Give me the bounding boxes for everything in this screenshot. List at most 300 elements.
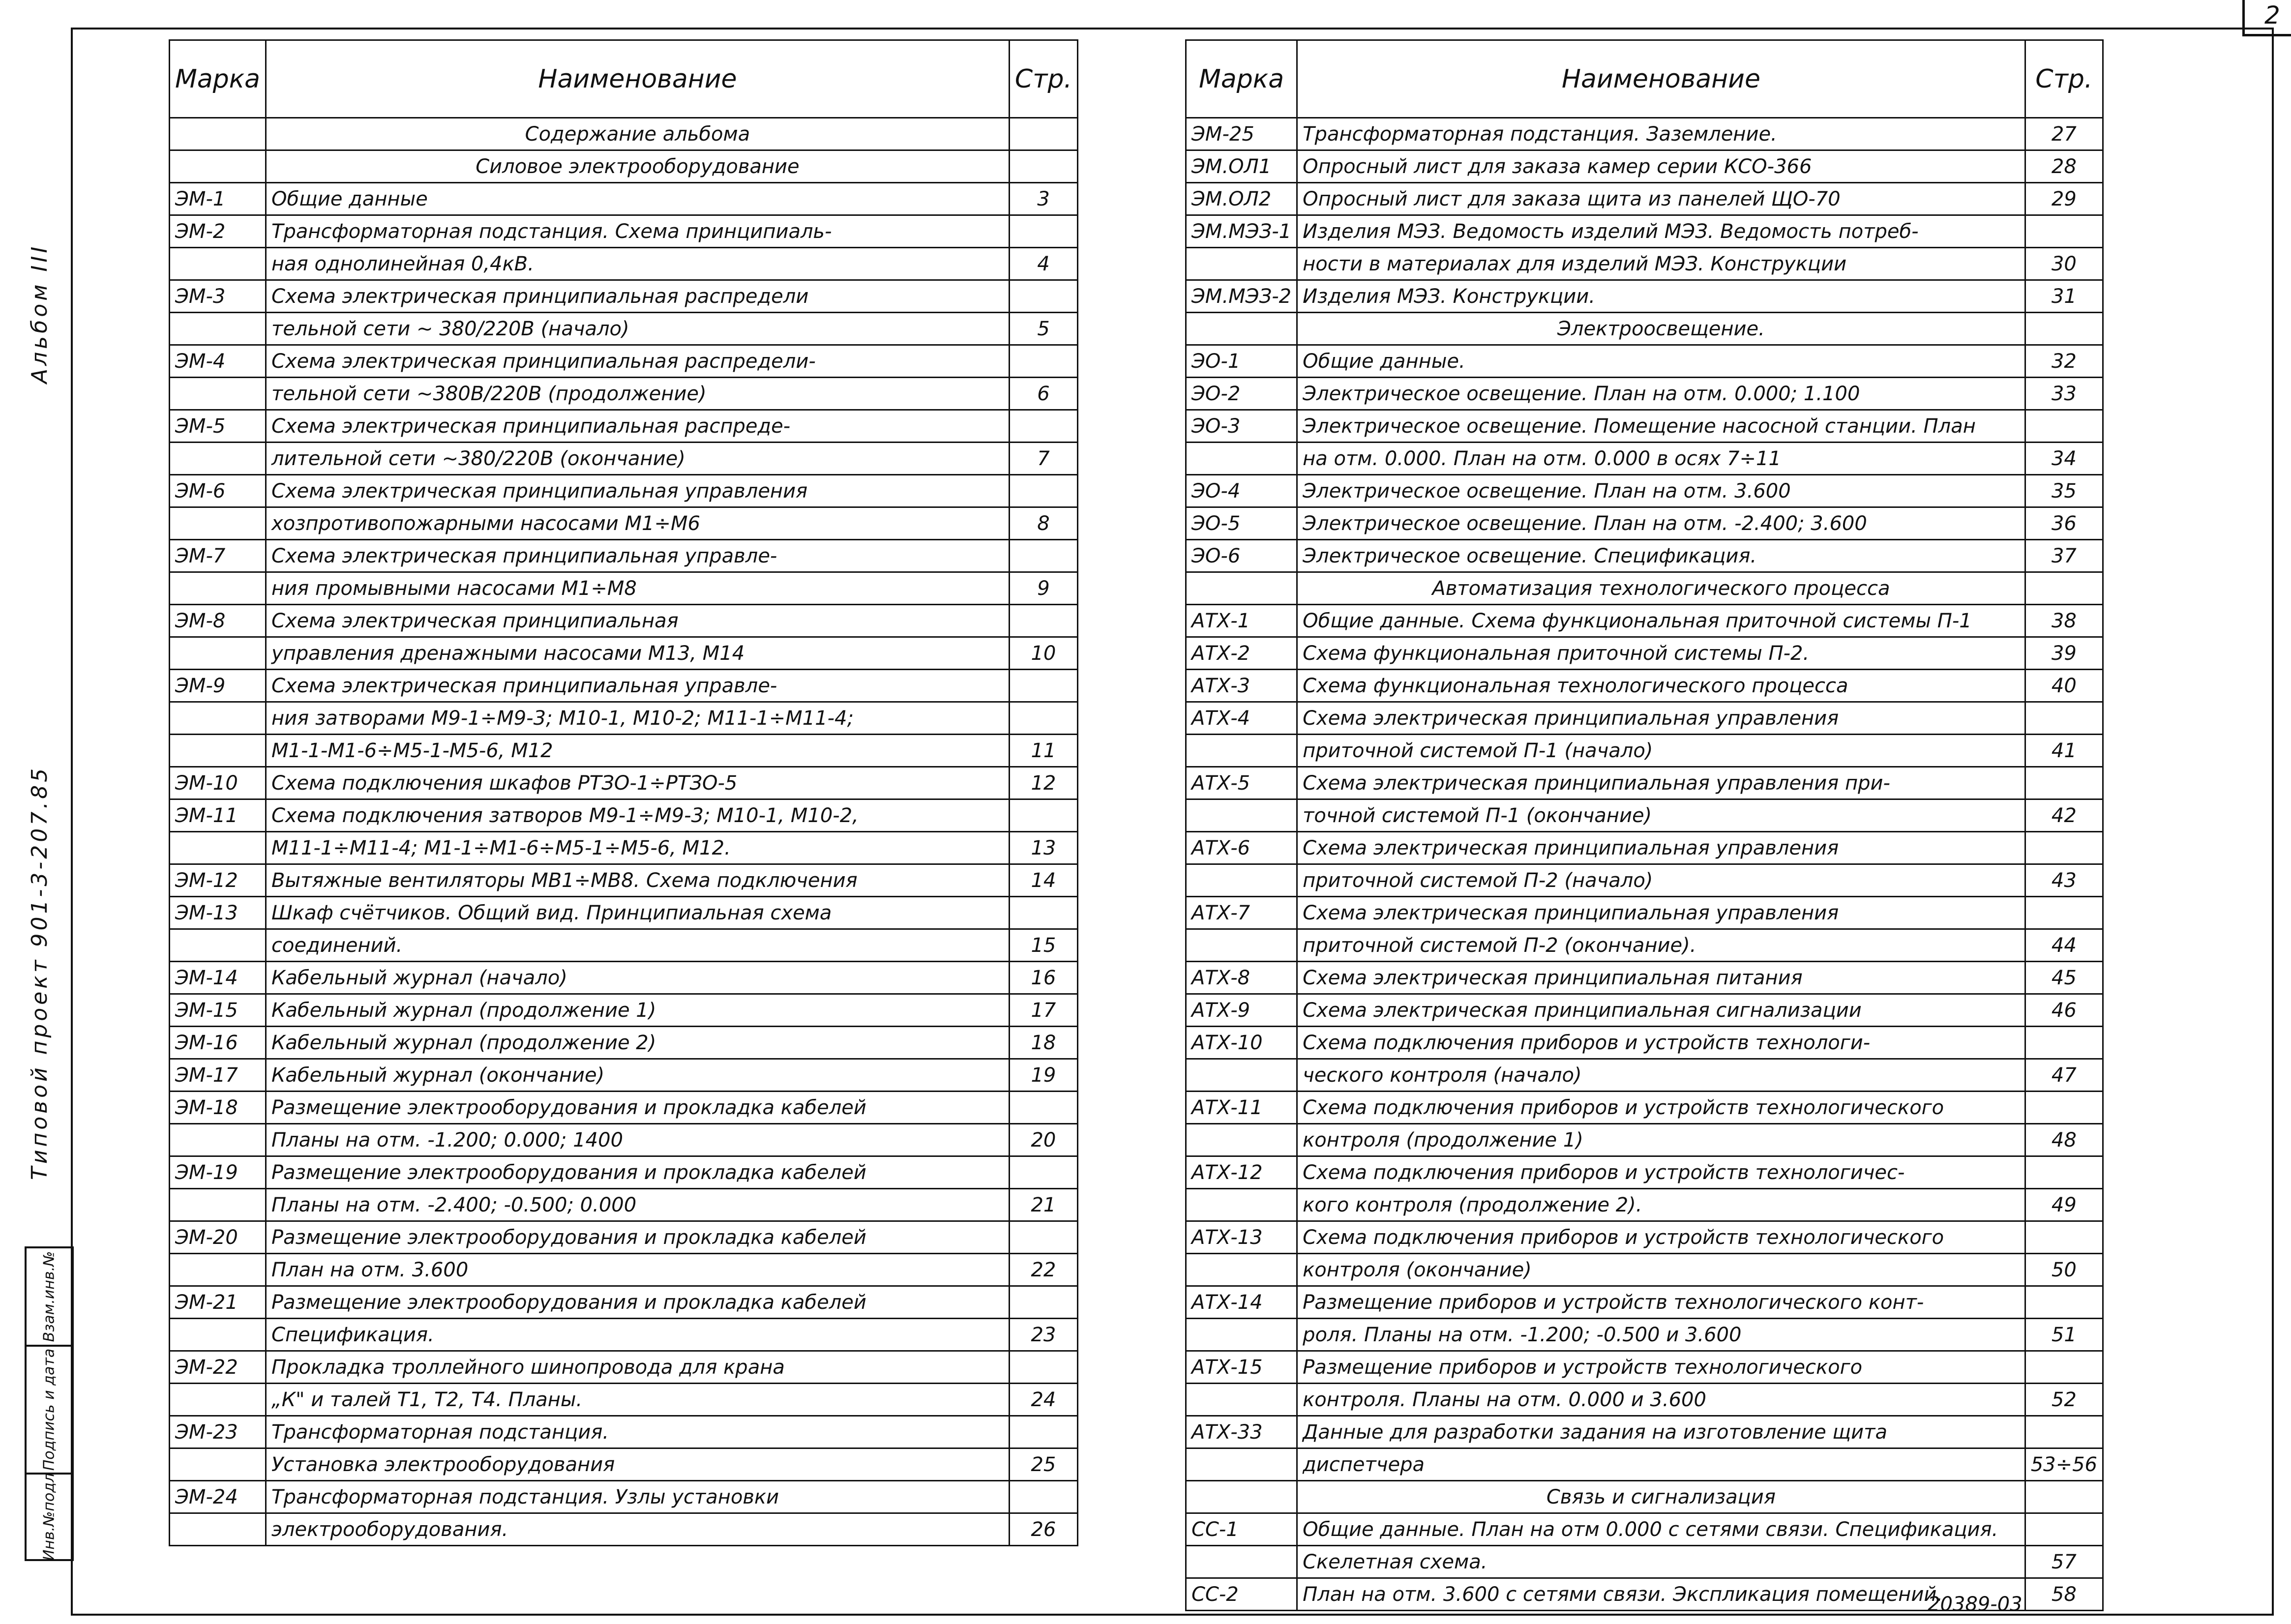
row-name: Изделия МЭЗ. Ведомость изделий МЭЗ. Ведомость потреб- <box>1297 215 2025 248</box>
row-page <box>2025 572 2103 605</box>
table-row <box>170 670 1078 702</box>
row-code: ЭМ-12 <box>170 864 266 897</box>
table-row <box>170 962 1078 994</box>
row-page: 11 <box>1009 735 1077 767</box>
row-page: 35 <box>2025 475 2103 507</box>
row-name: Планы на отм. -2.400; -0.500; 0.000 <box>266 1189 1010 1221</box>
row-page: 5 <box>1009 313 1077 345</box>
row-page: 48 <box>2025 1124 2103 1156</box>
row-name: Электрическое освещение. Спецификация. <box>1297 540 2025 572</box>
row-name: Схема электрическая принципиальная <box>266 605 1010 637</box>
row-page: 14 <box>1009 864 1077 897</box>
row-page: 13 <box>1009 832 1077 864</box>
table-row <box>1186 1156 2103 1189</box>
row-code <box>170 929 266 962</box>
row-code: ЭМ-11 <box>170 799 266 832</box>
row-page <box>2025 1092 2103 1124</box>
table-row <box>170 313 1078 345</box>
row-code: ЭМ-1 <box>170 183 266 215</box>
row-page <box>1009 1092 1077 1124</box>
row-page <box>1009 280 1077 313</box>
row-page <box>1009 1481 1077 1513</box>
row-page: 42 <box>2025 799 2103 832</box>
table-row <box>1186 735 2103 767</box>
row-page <box>1009 605 1077 637</box>
row-name: Размещение приборов и устройств технологического конт- <box>1297 1286 2025 1319</box>
row-page <box>1009 215 1077 248</box>
row-code <box>170 1189 266 1221</box>
row-page <box>2025 410 2103 443</box>
row-name: Связь и сигнализация <box>1297 1481 2025 1513</box>
row-name: Схема подключения затворов М9-1÷М9-3; М10-1, М10-2, <box>266 799 1010 832</box>
contents-right-body <box>1186 118 2103 1611</box>
row-code: ЭМ-21 <box>170 1286 266 1319</box>
row-page: 19 <box>1009 1059 1077 1092</box>
table-row <box>170 378 1078 410</box>
row-code: ЭМ-10 <box>170 767 266 799</box>
table-row <box>1186 1481 2103 1513</box>
row-name: Схема электрическая принципиальная сигнализации <box>1297 994 2025 1027</box>
row-name: Данные для разработки задания на изготовление щита <box>1297 1416 2025 1448</box>
table-row <box>170 864 1078 897</box>
table-row <box>1186 605 2103 637</box>
table-row <box>1186 313 2103 345</box>
row-name: Схема электрическая принципиальная управле- <box>266 540 1010 572</box>
row-page: 17 <box>1009 994 1077 1027</box>
header-name: Наименование <box>266 40 1010 118</box>
row-code: ЭМ-22 <box>170 1351 266 1384</box>
table-row <box>1186 1546 2103 1578</box>
row-code: ЭО-6 <box>1186 540 1297 572</box>
row-name: приточной системой П-2 (окончание). <box>1297 929 2025 962</box>
table-row <box>170 1189 1078 1221</box>
row-page: 37 <box>2025 540 2103 572</box>
table-row <box>170 572 1078 605</box>
row-name: „К" и талей Т1, Т2, Т4. Планы. <box>266 1384 1010 1416</box>
row-code: ЭМ.МЭЗ-1 <box>1186 215 1297 248</box>
row-code: ЭО-5 <box>1186 507 1297 540</box>
row-page: 24 <box>1009 1384 1077 1416</box>
table-row <box>170 150 1078 183</box>
row-code <box>1186 1448 1297 1481</box>
row-code: АТХ-3 <box>1186 670 1297 702</box>
table-header-row <box>1186 40 2103 118</box>
table-row <box>170 475 1078 507</box>
table-row <box>170 1124 1078 1156</box>
table-row <box>170 345 1078 378</box>
table-row <box>170 1059 1078 1092</box>
row-page: 20 <box>1009 1124 1077 1156</box>
row-code: АТХ-7 <box>1186 897 1297 929</box>
row-page <box>2025 1416 2103 1448</box>
row-code: ЭМ-6 <box>170 475 266 507</box>
row-code <box>170 1319 266 1351</box>
row-code: ЭМ.МЭЗ-2 <box>1186 280 1297 313</box>
row-page: 28 <box>2025 150 2103 183</box>
row-code <box>1186 1546 1297 1578</box>
row-code <box>1186 1254 1297 1286</box>
table-row <box>1186 1448 2103 1481</box>
row-code: ЭМ-13 <box>170 897 266 929</box>
row-page <box>2025 1027 2103 1059</box>
row-code: ЭМ-2 <box>170 215 266 248</box>
row-code: ЭМ-15 <box>170 994 266 1027</box>
row-name: Общие данные. <box>1297 345 2025 378</box>
row-code <box>1186 572 1297 605</box>
row-name: Кабельный журнал (продолжение 1) <box>266 994 1010 1027</box>
table-row <box>1186 410 2103 443</box>
table-row <box>1186 1124 2103 1156</box>
row-code: ЭМ-19 <box>170 1156 266 1189</box>
row-page <box>1009 150 1077 183</box>
table-row <box>170 248 1078 280</box>
row-page: 53÷56 <box>2025 1448 2103 1481</box>
table-row <box>170 1319 1078 1351</box>
table-row <box>1186 1059 2103 1092</box>
row-code <box>170 832 266 864</box>
row-name: Схема электрическая принципиальная управления <box>1297 832 2025 864</box>
row-code <box>170 735 266 767</box>
row-code <box>1186 1189 1297 1221</box>
table-row <box>170 1351 1078 1384</box>
row-page: 45 <box>2025 962 2103 994</box>
row-code <box>170 443 266 475</box>
row-name: Схема электрическая принципиальная управления <box>266 475 1010 507</box>
row-code <box>170 1448 266 1481</box>
row-code: ЭМ-5 <box>170 410 266 443</box>
header-page: Стр. <box>2025 40 2103 118</box>
row-name: ности в материалах для изделий МЭЗ. Конструкции <box>1297 248 2025 280</box>
row-page: 27 <box>2025 118 2103 150</box>
row-page: 15 <box>1009 929 1077 962</box>
row-code: ЭМ-3 <box>170 280 266 313</box>
table-row <box>1186 1027 2103 1059</box>
table-row <box>170 540 1078 572</box>
row-name: Электрическое освещение. План на отм. -2.400; 3.600 <box>1297 507 2025 540</box>
table-row <box>1186 864 2103 897</box>
row-page <box>2025 215 2103 248</box>
row-name: Схема подключения приборов и устройств технологического <box>1297 1092 2025 1124</box>
table-row <box>1186 1384 2103 1416</box>
header-page: Стр. <box>1009 40 1077 118</box>
row-page: 46 <box>2025 994 2103 1027</box>
row-name: Схема подключения приборов и устройств технологичес- <box>1297 1156 2025 1189</box>
header-code: Марка <box>1186 40 1297 118</box>
row-code <box>1186 864 1297 897</box>
row-page: 38 <box>2025 605 2103 637</box>
sheet-number: 2 <box>2264 1 2280 30</box>
row-code <box>1186 1319 1297 1351</box>
table-row <box>1186 767 2103 799</box>
row-name: Общие данные <box>266 183 1010 215</box>
header-code: Марка <box>170 40 266 118</box>
row-page: 33 <box>2025 378 2103 410</box>
row-name: Размещение электрооборудования и прокладка кабелей <box>266 1156 1010 1189</box>
table-row <box>1186 1513 2103 1546</box>
row-name: хозпротивопожарными насосами М1÷М6 <box>266 507 1010 540</box>
row-name: Прокладка троллейного шинопровода для крана <box>266 1351 1010 1384</box>
table-row <box>1186 540 2103 572</box>
table-row <box>1186 280 2103 313</box>
table-row <box>170 832 1078 864</box>
row-name: Трансформаторная подстанция. Заземление. <box>1297 118 2025 150</box>
album-label: Альбом III <box>27 243 52 384</box>
document-number: 20389-03 <box>1928 1593 2023 1616</box>
row-code <box>170 572 266 605</box>
table-row <box>170 1286 1078 1319</box>
side-stamp <box>25 1246 74 1561</box>
row-code: АТХ-13 <box>1186 1221 1297 1254</box>
table-row <box>1186 215 2103 248</box>
row-page <box>1009 118 1077 150</box>
row-name: тельной сети ~ 380/220В (начало) <box>266 313 1010 345</box>
row-name: точной системой П-1 (окончание) <box>1297 799 2025 832</box>
row-name: Содержание альбома <box>266 118 1010 150</box>
row-name: кого контроля (продолжение 2). <box>1297 1189 2025 1221</box>
table-row <box>170 929 1078 962</box>
row-code <box>1186 735 1297 767</box>
row-page: 26 <box>1009 1513 1077 1546</box>
row-page: 49 <box>2025 1189 2103 1221</box>
row-name: М1-1-М1-6÷М5-1-М5-6, М12 <box>266 735 1010 767</box>
row-name: соединений. <box>266 929 1010 962</box>
stamp-cell-label: Подпись и дата <box>40 1348 58 1471</box>
table-row <box>1186 832 2103 864</box>
row-page: 57 <box>2025 1546 2103 1578</box>
row-page: 34 <box>2025 443 2103 475</box>
row-page <box>2025 767 2103 799</box>
row-name: Электрическое освещение. План на отм. 0.000; 1.100 <box>1297 378 2025 410</box>
table-row <box>170 1092 1078 1124</box>
row-name: приточной системой П-1 (начало) <box>1297 735 2025 767</box>
row-name: Размещение электрооборудования и прокладка кабелей <box>266 1092 1010 1124</box>
row-page <box>1009 670 1077 702</box>
table-row <box>1186 637 2103 670</box>
row-code: АТХ-4 <box>1186 702 1297 735</box>
table-row <box>1186 345 2103 378</box>
row-name: Трансформаторная подстанция. Схема принципиаль- <box>266 215 1010 248</box>
row-code: АТХ-33 <box>1186 1416 1297 1448</box>
row-code: ЭО-3 <box>1186 410 1297 443</box>
row-code: СС-1 <box>1186 1513 1297 1546</box>
table-row <box>1186 1254 2103 1286</box>
row-page: 3 <box>1009 183 1077 215</box>
table-row <box>1186 572 2103 605</box>
row-page: 18 <box>1009 1027 1077 1059</box>
contents-table-left <box>169 39 1078 1546</box>
row-code <box>1186 1384 1297 1416</box>
row-name: План на отм. 3.600 с сетями связи. Экспликация помещений. <box>1297 1578 2025 1611</box>
table-row <box>170 183 1078 215</box>
row-page: 10 <box>1009 637 1077 670</box>
row-page: 32 <box>2025 345 2103 378</box>
row-name: контроля (продолжение 1) <box>1297 1124 2025 1156</box>
row-name: Кабельный журнал (окончание) <box>266 1059 1010 1092</box>
row-name: Силовое электрооборудование <box>266 150 1010 183</box>
row-page: 58 <box>2025 1578 2103 1611</box>
row-name: Электрическое освещение. План на отм. 3.600 <box>1297 475 2025 507</box>
row-name: роля. Планы на отм. -1.200; -0.500 и 3.600 <box>1297 1319 2025 1351</box>
row-page: 36 <box>2025 507 2103 540</box>
row-code: ЭМ-14 <box>170 962 266 994</box>
row-code: АТХ-15 <box>1186 1351 1297 1384</box>
table-row <box>170 799 1078 832</box>
table-row <box>170 767 1078 799</box>
row-code: ЭО-4 <box>1186 475 1297 507</box>
row-page <box>2025 313 2103 345</box>
row-page: 39 <box>2025 637 2103 670</box>
row-page <box>2025 1221 2103 1254</box>
row-name: Планы на отм. -1.200; 0.000; 1400 <box>266 1124 1010 1156</box>
row-page: 40 <box>2025 670 2103 702</box>
row-name: Схема электрическая принципиальная распредели- <box>266 345 1010 378</box>
stamp-cell-2 <box>27 1347 72 1475</box>
row-code: ЭМ.ОЛ1 <box>1186 150 1297 183</box>
table-row <box>1186 378 2103 410</box>
row-name: Схема подключения шкафов РТЗО-1÷РТЗО-5 <box>266 767 1010 799</box>
row-page: 51 <box>2025 1319 2103 1351</box>
row-page: 50 <box>2025 1254 2103 1286</box>
table-row <box>170 994 1078 1027</box>
row-code: ЭМ-16 <box>170 1027 266 1059</box>
row-code: ЭМ-20 <box>170 1221 266 1254</box>
table-row <box>170 1481 1078 1513</box>
row-page <box>2025 1156 2103 1189</box>
row-name: ния затворами М9-1÷М9-3; М10-1, М10-2; М11-1÷М11-4; <box>266 702 1010 735</box>
row-page <box>1009 410 1077 443</box>
table-row <box>170 702 1078 735</box>
row-page: 21 <box>1009 1189 1077 1221</box>
row-page: 47 <box>2025 1059 2103 1092</box>
stamp-cell-label: Взам.инв.№ <box>40 1251 58 1342</box>
row-code <box>170 1513 266 1546</box>
row-name: Трансформаторная подстанция. <box>266 1416 1010 1448</box>
row-code: ЭМ.ОЛ2 <box>1186 183 1297 215</box>
row-page <box>2025 1286 2103 1319</box>
row-page: 44 <box>2025 929 2103 962</box>
row-code: ЭМ-17 <box>170 1059 266 1092</box>
row-code <box>170 637 266 670</box>
row-name: Общие данные. План на отм 0.000 с сетями связи. Спецификация. <box>1297 1513 2025 1546</box>
contents-left-body <box>170 118 1078 1546</box>
row-page <box>1009 799 1077 832</box>
row-page: 41 <box>2025 735 2103 767</box>
table-row <box>170 1416 1078 1448</box>
row-name: Схема электрическая принципиальная распреде- <box>266 410 1010 443</box>
table-row <box>1186 1319 2103 1351</box>
row-code: ЭО-2 <box>1186 378 1297 410</box>
row-name: Схема электрическая принципиальная управления <box>1297 702 2025 735</box>
table-row <box>170 1513 1078 1546</box>
row-name: управления дренажными насосами М13, М14 <box>266 637 1010 670</box>
row-page <box>2025 1513 2103 1546</box>
row-page: 6 <box>1009 378 1077 410</box>
row-page <box>2025 897 2103 929</box>
row-name: ческого контроля (начало) <box>1297 1059 2025 1092</box>
row-name: Общие данные. Схема функциональная приточной системы П-1 <box>1297 605 2025 637</box>
row-name: тельной сети ~380В/220В (продолжение) <box>266 378 1010 410</box>
row-page: 4 <box>1009 248 1077 280</box>
row-name: Схема электрическая принципиальная управления <box>1297 897 2025 929</box>
table-row <box>170 215 1078 248</box>
row-code: АТХ-8 <box>1186 962 1297 994</box>
row-page <box>1009 345 1077 378</box>
row-name: Размещение приборов и устройств технологического <box>1297 1351 2025 1384</box>
row-code: ЭМ-4 <box>170 345 266 378</box>
table-row <box>1186 929 2103 962</box>
row-name: Схема подключения приборов и устройств технологического <box>1297 1221 2025 1254</box>
row-code: АТХ-1 <box>1186 605 1297 637</box>
row-name: Схема электрическая принципиальная питания <box>1297 962 2025 994</box>
row-page: 12 <box>1009 767 1077 799</box>
row-name: контроля. Планы на отм. 0.000 и 3.600 <box>1297 1384 2025 1416</box>
row-page <box>1009 1416 1077 1448</box>
row-code <box>1186 1059 1297 1092</box>
row-name: Трансформаторная подстанция. Узлы установки <box>266 1481 1010 1513</box>
row-code <box>1186 799 1297 832</box>
row-code: АТХ-10 <box>1186 1027 1297 1059</box>
row-code: АТХ-12 <box>1186 1156 1297 1189</box>
row-page: 31 <box>2025 280 2103 313</box>
stamp-cell-label: Инв.№подл <box>40 1473 58 1561</box>
row-page: 7 <box>1009 443 1077 475</box>
table-row <box>1186 1351 2103 1384</box>
row-code <box>1186 1124 1297 1156</box>
table-row <box>1186 1221 2103 1254</box>
row-code <box>1186 313 1297 345</box>
row-code: ЭМ-18 <box>170 1092 266 1124</box>
row-code <box>1186 929 1297 962</box>
row-code: АТХ-11 <box>1186 1092 1297 1124</box>
row-name: Электроосвещение. <box>1297 313 2025 345</box>
row-name: Опросный лист для заказа камер серии КСО-366 <box>1297 150 2025 183</box>
row-name: Схема функциональная технологического процесса <box>1297 670 2025 702</box>
row-name: Скелетная схема. <box>1297 1546 2025 1578</box>
row-name: Схема подключения приборов и устройств технологи- <box>1297 1027 2025 1059</box>
row-code <box>170 1384 266 1416</box>
row-page <box>1009 1351 1077 1384</box>
row-name: Шкаф счётчиков. Общий вид. Принципиальная схема <box>266 897 1010 929</box>
row-name: План на отм. 3.600 <box>266 1254 1010 1286</box>
row-page <box>1009 1156 1077 1189</box>
row-page <box>2025 1351 2103 1384</box>
row-code: СС-2 <box>1186 1578 1297 1611</box>
row-name: Автоматизация технологического процесса <box>1297 572 2025 605</box>
row-code: ЭМ-23 <box>170 1416 266 1448</box>
table-row <box>1186 702 2103 735</box>
table-row <box>170 1027 1078 1059</box>
row-name: Спецификация. <box>266 1319 1010 1351</box>
row-code: АТХ-9 <box>1186 994 1297 1027</box>
row-code <box>1186 443 1297 475</box>
table-row <box>1186 248 2103 280</box>
header-name: Наименование <box>1297 40 2025 118</box>
table-row <box>1186 1416 2103 1448</box>
row-code <box>170 313 266 345</box>
row-page: 52 <box>2025 1384 2103 1416</box>
table-header-row <box>170 40 1078 118</box>
row-page <box>1009 540 1077 572</box>
row-page: 25 <box>1009 1448 1077 1481</box>
table-row <box>170 1221 1078 1254</box>
row-name: Кабельный журнал (начало) <box>266 962 1010 994</box>
row-code: ЭМ-9 <box>170 670 266 702</box>
row-code: АТХ-5 <box>1186 767 1297 799</box>
row-code <box>170 1124 266 1156</box>
row-name: Изделия МЭЗ. Конструкции. <box>1297 280 2025 313</box>
row-page <box>2025 1481 2103 1513</box>
row-page <box>1009 702 1077 735</box>
